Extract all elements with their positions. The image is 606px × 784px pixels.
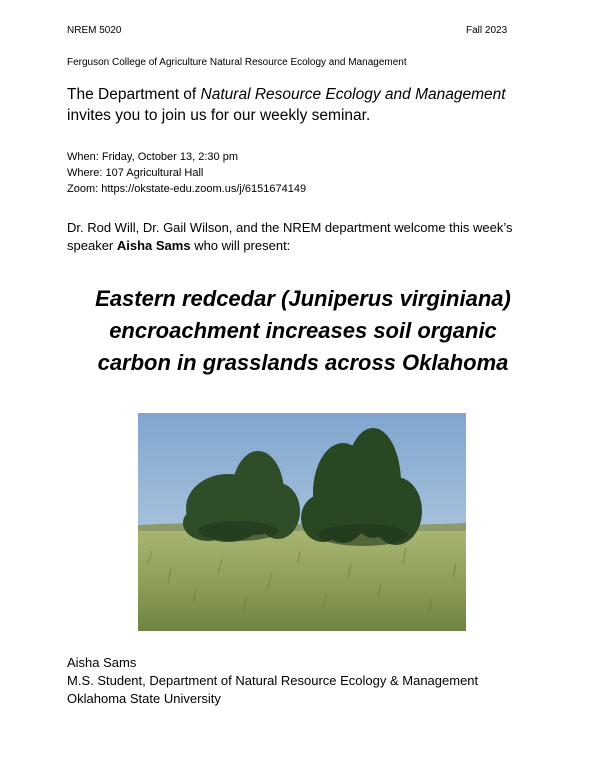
talk-title [40,283,566,379]
event-zoom-link[interactable]: Zoom: https://okstate-edu.zoom.us/j/6151674149 [67,183,307,195]
intro-paragraph [67,84,547,126]
speaker-name: Aisha Sams [67,655,137,670]
welcome-text-end: who will present: [190,238,291,253]
photo-grassland [138,531,466,631]
event-when: When: Friday, October 13, 2:30 pm [67,151,238,163]
intro-prefix: The Department of [67,86,201,103]
redcedar-photo [138,413,466,631]
speaker-position: M.S. Student, Department of Natural Resource Ecology & Management [67,673,479,688]
talk-title-line: encroachment increases soil organic [109,318,497,343]
speaker-info [67,654,478,708]
event-where: Where: 107 Agricultural Hall [67,167,204,179]
college-name: Ferguson College of Agriculture Natural Resource Ecology and Management [67,57,407,68]
welcome-paragraph [67,219,537,255]
course-code: NREM 5020 [67,25,122,36]
event-details [67,149,306,197]
talk-title-line: carbon in grasslands across Oklahoma [97,350,509,375]
speaker-institution: Oklahoma State University [67,691,221,706]
intro-suffix: invites you to join us for our weekly seminar. [67,107,371,124]
welcome-text: Dr. Rod Will, Dr. Gail Wilson, and the NREM department welcome this week’s speaker [67,220,513,253]
welcome-speaker-name: Aisha Sams [116,238,191,253]
term: Fall 2023 [466,25,508,36]
department-name: Natural Resource Ecology and Management [200,86,506,103]
talk-title-line: Eastern redcedar (Juniperus virginiana) [95,286,511,311]
